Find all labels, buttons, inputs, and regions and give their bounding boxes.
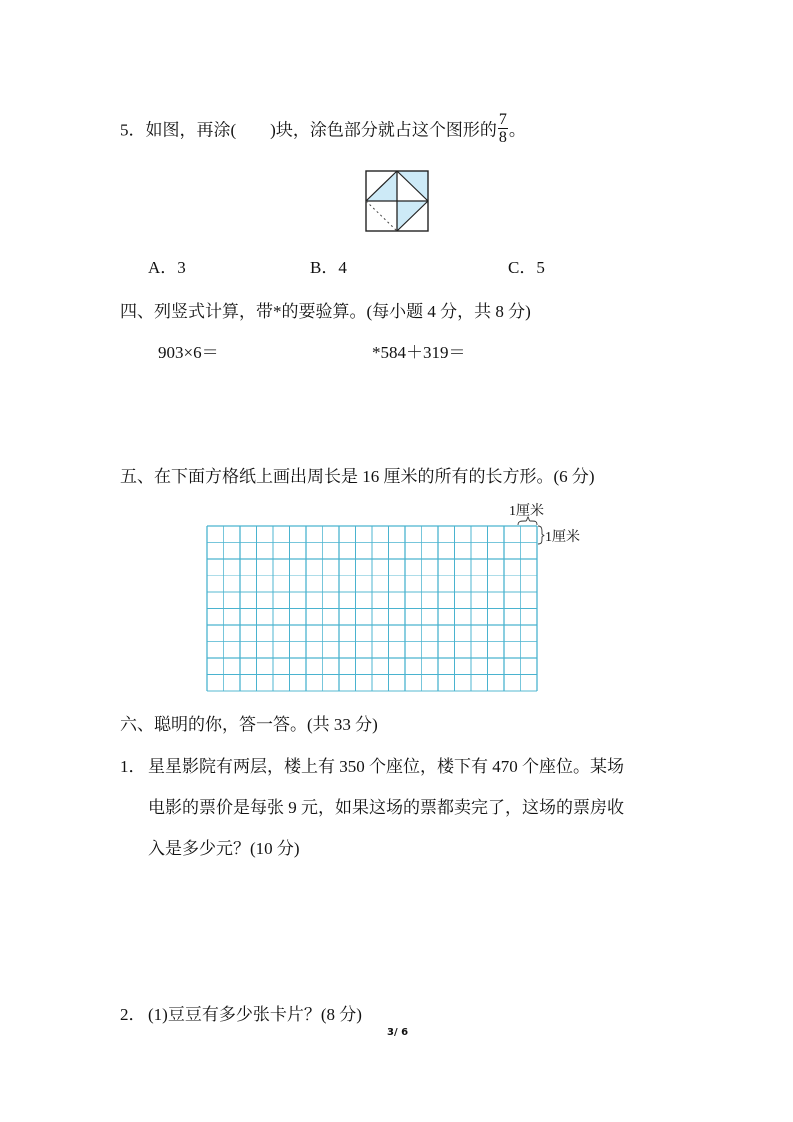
option-value: 5 bbox=[536, 258, 545, 277]
question-end: 。 bbox=[508, 120, 526, 140]
option-letter: C． bbox=[508, 258, 537, 277]
question-2-number: 2． bbox=[120, 1005, 146, 1024]
option-letter: A． bbox=[148, 258, 178, 277]
question-1-line-2: 电影的票价是每张 9 元，如果这场的票都卖完了，这场的票房收 bbox=[148, 798, 624, 817]
unit-label-top: 1厘米 bbox=[509, 504, 544, 519]
fraction-numerator: 7 bbox=[498, 111, 507, 128]
option-c[interactable] bbox=[508, 253, 545, 278]
fraction bbox=[498, 111, 508, 146]
calc-problem-1: 903×6＝ bbox=[158, 343, 219, 362]
option-value: 3 bbox=[177, 258, 186, 277]
fraction-denominator: 8 bbox=[498, 129, 507, 146]
answer-blank[interactable] bbox=[236, 115, 270, 140]
question-number: 5． bbox=[120, 120, 146, 140]
section-6-heading: 六、聪明的你，答一答。(共 33 分) bbox=[120, 715, 378, 734]
option-letter: B． bbox=[310, 258, 339, 277]
grid-paper[interactable] bbox=[206, 525, 540, 695]
unit-label-side: 1厘米 bbox=[545, 530, 580, 545]
question-1-line-3: 入是多少元？(10 分) bbox=[148, 839, 300, 858]
section-4-heading: 四、列竖式计算，带*的要验算。(每小题 4 分，共 8 分) bbox=[120, 302, 531, 321]
option-a[interactable] bbox=[148, 253, 186, 278]
square-figure bbox=[364, 169, 430, 235]
calc-problem-2: *584＋319＝ bbox=[372, 343, 466, 362]
dashed-diagonal-bottom-left bbox=[366, 201, 397, 231]
page-number: 3/ 6 bbox=[387, 1027, 409, 1038]
question-1-number: 1． bbox=[120, 757, 146, 776]
section-5-heading: 五、在下面方格纸上画出周长是 16 厘米的所有的长方形。(6 分) bbox=[120, 467, 595, 486]
question-text-after: )块，涂色部分就占这个图形的 bbox=[270, 120, 497, 140]
question-1-line-1: 星星影院有两层，楼上有 350 个座位，楼下有 470 个座位。某场 bbox=[148, 757, 624, 776]
option-value: 4 bbox=[338, 258, 347, 277]
question-5 bbox=[120, 111, 526, 149]
option-b[interactable] bbox=[310, 253, 347, 278]
question-text-before: 如图，再涂( bbox=[145, 120, 237, 140]
question-2-text: (1)豆豆有多少张卡片？(8 分) bbox=[148, 1005, 362, 1024]
